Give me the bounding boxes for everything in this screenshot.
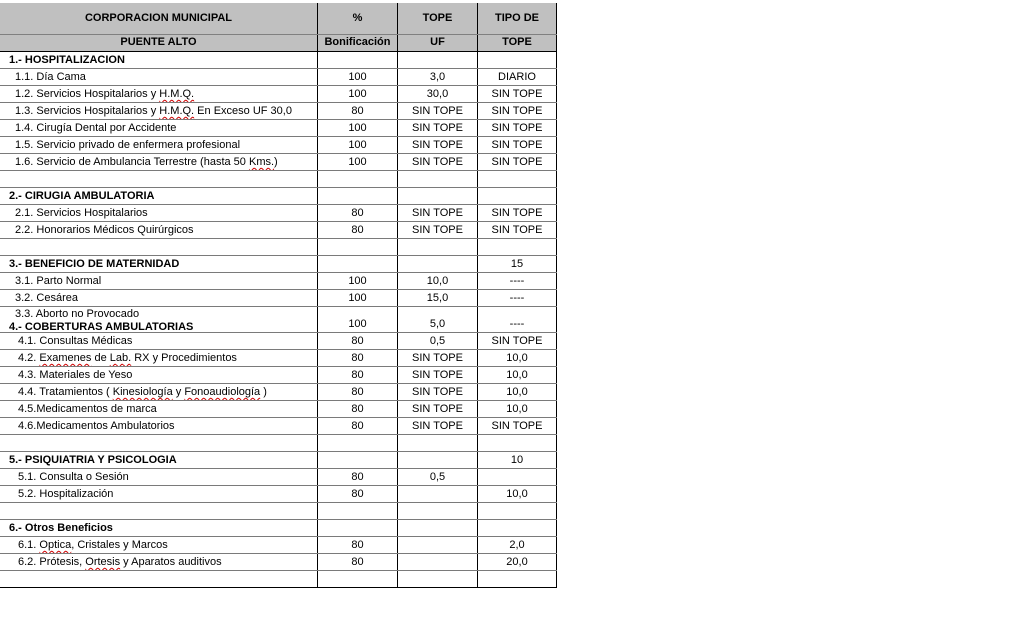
item-label-cell bbox=[0, 571, 317, 587]
table-body bbox=[0, 52, 557, 588]
table-row bbox=[0, 273, 557, 290]
header-bonificacion-cell bbox=[317, 35, 397, 51]
tipo-tope-value: 10,0 bbox=[506, 403, 528, 415]
bonificacion-value-cell bbox=[317, 418, 397, 434]
item-label: 4.5.Medicamentos de marca bbox=[18, 403, 157, 415]
item-label-cell bbox=[0, 307, 317, 332]
item-label-cell bbox=[0, 418, 317, 434]
item-label-cell bbox=[0, 469, 317, 485]
table-row bbox=[0, 384, 557, 401]
spacer-row bbox=[0, 239, 557, 256]
item-label: 3.2. Cesárea bbox=[15, 292, 78, 304]
bonificacion-value-cell bbox=[317, 486, 397, 502]
bonificacion-value-cell bbox=[317, 350, 397, 366]
tipo-tope-value-cell bbox=[477, 486, 557, 502]
tope-uf-value: SIN TOPE bbox=[412, 369, 463, 381]
tope-uf-value-cell bbox=[397, 571, 477, 587]
tope-uf-value: SIN TOPE bbox=[412, 352, 463, 364]
tope-uf-value-cell bbox=[397, 86, 477, 102]
table-row bbox=[0, 86, 557, 103]
header-row-2 bbox=[0, 35, 557, 52]
item-label-cell bbox=[0, 205, 317, 221]
tipo-tope-value-cell bbox=[477, 154, 557, 170]
header-percent: % bbox=[352, 12, 363, 24]
table-row bbox=[0, 333, 557, 350]
spacer-row bbox=[0, 503, 557, 520]
bonificacion-value-cell bbox=[317, 69, 397, 85]
item-label-cell bbox=[0, 222, 317, 238]
bonificacion-value: 100 bbox=[348, 275, 367, 287]
item-label: 6.1. Optica, Cristales y Marcos bbox=[18, 539, 168, 551]
tope-uf-value-cell bbox=[397, 171, 477, 187]
tope-uf-value: SIN TOPE bbox=[412, 403, 463, 415]
header-percent-cell bbox=[317, 3, 397, 34]
tipo-tope-value: SIN TOPE bbox=[491, 88, 543, 100]
tipo-tope-value-cell bbox=[477, 52, 557, 68]
table-row bbox=[0, 205, 557, 222]
tope-uf-value: 0,5 bbox=[429, 335, 446, 347]
section-row bbox=[0, 452, 557, 469]
section-title-cell bbox=[0, 520, 317, 536]
bonificacion-value-cell bbox=[317, 469, 397, 485]
item-label: 2.2. Honorarios Médicos Quirúrgicos bbox=[15, 224, 194, 236]
section-title: 6.- Otros Beneficios bbox=[9, 522, 113, 534]
benefits-table bbox=[0, 3, 557, 588]
tipo-tope-value: DIARIO bbox=[498, 71, 536, 83]
section-title: 1.- HOSPITALIZACION bbox=[9, 54, 125, 66]
tipo-tope-value-cell bbox=[477, 571, 557, 587]
tipo-tope-value: 2,0 bbox=[509, 539, 525, 551]
bonificacion-value: 80 bbox=[351, 352, 364, 364]
tope-uf-value: SIN TOPE bbox=[412, 156, 463, 168]
section-title-cell bbox=[0, 52, 317, 68]
item-label-cell bbox=[0, 350, 317, 366]
item-label: 1.6. Servicio de Ambulancia Terrestre (hasta 50 Kms.) bbox=[15, 156, 278, 168]
tipo-tope-value: SIN TOPE bbox=[491, 156, 543, 168]
tope-uf-value-cell bbox=[397, 69, 477, 85]
tope-uf-value-cell bbox=[397, 384, 477, 400]
tipo-tope-value-cell bbox=[477, 86, 557, 102]
header-uf: UF bbox=[430, 36, 445, 48]
table-row bbox=[0, 137, 557, 154]
tipo-tope-value-cell bbox=[477, 188, 557, 204]
item-label-cell bbox=[0, 154, 317, 170]
tope-uf-value-cell bbox=[397, 239, 477, 255]
bonificacion-value-cell bbox=[317, 188, 397, 204]
tipo-tope-value-cell bbox=[477, 503, 557, 519]
tope-uf-value: 5,0 bbox=[429, 318, 446, 330]
bonificacion-value: 80 bbox=[351, 335, 364, 347]
bonificacion-value: 80 bbox=[351, 386, 364, 398]
tope-uf-value-cell bbox=[397, 554, 477, 570]
table-row bbox=[0, 554, 557, 571]
item-label: 5.1. Consulta o Sesión bbox=[18, 471, 129, 483]
tope-uf-value-cell bbox=[397, 537, 477, 553]
bonificacion-value: 100 bbox=[348, 139, 367, 151]
table-row bbox=[0, 537, 557, 554]
tipo-tope-value-cell bbox=[477, 171, 557, 187]
bonificacion-value: 100 bbox=[348, 88, 367, 100]
bonificacion-value-cell bbox=[317, 554, 397, 570]
tope-uf-value-cell bbox=[397, 103, 477, 119]
tope-uf-value: SIN TOPE bbox=[412, 122, 463, 134]
section-title-cell bbox=[0, 452, 317, 468]
header-bonificacion: Bonificación bbox=[324, 36, 391, 48]
tope-uf-value: 10,0 bbox=[426, 275, 449, 287]
tipo-tope-value-cell bbox=[477, 222, 557, 238]
item-label: 3.3. Aborto no Provocado bbox=[15, 308, 140, 320]
item-label-cell bbox=[0, 503, 317, 519]
section-title: 4.- COBERTURAS AMBULATORIAS bbox=[9, 321, 194, 332]
tipo-tope-value: 15 bbox=[510, 258, 524, 270]
section-row bbox=[0, 188, 557, 205]
tipo-tope-value-cell bbox=[477, 537, 557, 553]
tipo-tope-value-cell bbox=[477, 273, 557, 289]
tipo-tope-value: 10,0 bbox=[506, 369, 528, 381]
bonificacion-value-cell bbox=[317, 154, 397, 170]
tope-uf-value: 15,0 bbox=[426, 292, 449, 304]
item-label: 2.1. Servicios Hospitalarios bbox=[15, 207, 148, 219]
spacer-row bbox=[0, 435, 557, 452]
bonificacion-value-cell bbox=[317, 205, 397, 221]
item-label-cell bbox=[0, 435, 317, 451]
tipo-tope-value-cell bbox=[477, 307, 557, 332]
tipo-tope-value-cell bbox=[477, 103, 557, 119]
header-tipo-cell bbox=[477, 3, 557, 34]
table-row bbox=[0, 290, 557, 307]
item-label-cell bbox=[0, 69, 317, 85]
item-label-cell bbox=[0, 171, 317, 187]
item-label-cell bbox=[0, 333, 317, 349]
bonificacion-value: 100 bbox=[348, 71, 367, 83]
item-label-cell bbox=[0, 401, 317, 417]
tope-uf-value-cell bbox=[397, 469, 477, 485]
tope-uf-value-cell bbox=[397, 486, 477, 502]
bonificacion-value: 80 bbox=[351, 471, 364, 483]
bonificacion-value-cell bbox=[317, 256, 397, 272]
bonificacion-value: 80 bbox=[351, 105, 364, 117]
header-location-cell bbox=[0, 35, 317, 51]
tipo-tope-value: SIN TOPE bbox=[491, 122, 543, 134]
header-tope-type-cell bbox=[477, 35, 557, 51]
item-label: 6.2. Prótesis, Ortesis y Aparatos auditivos bbox=[18, 556, 222, 568]
section-title: 5.- PSIQUIATRIA Y PSICOLOGIA bbox=[9, 454, 177, 466]
item-label: 1.4. Cirugía Dental por Accidente bbox=[15, 122, 177, 134]
bonificacion-value: 80 bbox=[351, 207, 364, 219]
tipo-tope-value: ---- bbox=[509, 318, 525, 330]
tipo-tope-value-cell bbox=[477, 520, 557, 536]
header-org-cell bbox=[0, 3, 317, 34]
table-row bbox=[0, 120, 557, 137]
bonificacion-value-cell bbox=[317, 384, 397, 400]
section-title-cell bbox=[0, 256, 317, 272]
bonificacion-value-cell bbox=[317, 222, 397, 238]
bonificacion-value: 80 bbox=[351, 403, 364, 415]
item-label-cell bbox=[0, 86, 317, 102]
tipo-tope-value-cell bbox=[477, 205, 557, 221]
section-row bbox=[0, 256, 557, 273]
tope-uf-value-cell bbox=[397, 222, 477, 238]
item-label-cell bbox=[0, 486, 317, 502]
table-row bbox=[0, 307, 557, 333]
header-tope: TOPE bbox=[422, 12, 453, 24]
tope-uf-value: 30,0 bbox=[426, 88, 449, 100]
header-uf-cell bbox=[397, 35, 477, 51]
bonificacion-value: 80 bbox=[351, 224, 364, 236]
bonificacion-value-cell bbox=[317, 52, 397, 68]
bonificacion-value-cell bbox=[317, 273, 397, 289]
tipo-tope-value: 10,0 bbox=[506, 386, 528, 398]
tipo-tope-value: SIN TOPE bbox=[491, 207, 543, 219]
table-row bbox=[0, 469, 557, 486]
item-label: 5.2. Hospitalización bbox=[18, 488, 114, 500]
item-label-cell bbox=[0, 273, 317, 289]
tipo-tope-value: SIN TOPE bbox=[491, 224, 543, 236]
item-label: 1.2. Servicios Hospitalarios y H.M.Q. bbox=[15, 88, 195, 100]
table-row bbox=[0, 486, 557, 503]
table-row bbox=[0, 418, 557, 435]
bonificacion-value: 100 bbox=[348, 318, 367, 330]
tipo-tope-value: 10,0 bbox=[506, 488, 528, 500]
tipo-tope-value-cell bbox=[477, 137, 557, 153]
section-row bbox=[0, 520, 557, 537]
tipo-tope-value: SIN TOPE bbox=[491, 420, 543, 432]
tope-uf-value-cell bbox=[397, 435, 477, 451]
tope-uf-value-cell bbox=[397, 350, 477, 366]
tipo-tope-value: 10 bbox=[510, 454, 524, 466]
tope-uf-value-cell bbox=[397, 137, 477, 153]
tope-uf-value-cell bbox=[397, 452, 477, 468]
tope-uf-value-cell bbox=[397, 273, 477, 289]
bonificacion-value-cell bbox=[317, 290, 397, 306]
tipo-tope-value: ---- bbox=[509, 292, 525, 304]
header-tope-type: TOPE bbox=[502, 36, 532, 48]
item-label-cell bbox=[0, 290, 317, 306]
section-title: 3.- BENEFICIO DE MATERNIDAD bbox=[9, 258, 180, 270]
tope-uf-value-cell bbox=[397, 307, 477, 332]
bonificacion-value: 100 bbox=[348, 122, 367, 134]
tipo-tope-value-cell bbox=[477, 367, 557, 383]
item-label: 1.3. Servicios Hospitalarios y H.M.Q. En Exceso UF 30,0 bbox=[15, 105, 292, 117]
tipo-tope-value-cell bbox=[477, 401, 557, 417]
bonificacion-value-cell bbox=[317, 239, 397, 255]
tope-uf-value: 3,0 bbox=[429, 71, 446, 83]
tipo-tope-value: 20,0 bbox=[506, 556, 528, 568]
bonificacion-value-cell bbox=[317, 171, 397, 187]
tipo-tope-value-cell bbox=[477, 350, 557, 366]
tope-uf-value-cell bbox=[397, 52, 477, 68]
tipo-tope-value: SIN TOPE bbox=[491, 105, 543, 117]
bonificacion-value-cell bbox=[317, 120, 397, 136]
tope-uf-value-cell bbox=[397, 188, 477, 204]
bonificacion-value-cell bbox=[317, 333, 397, 349]
tope-uf-value-cell bbox=[397, 503, 477, 519]
item-label: 4.1. Consultas Médicas bbox=[18, 335, 133, 347]
tipo-tope-value: SIN TOPE bbox=[491, 139, 543, 151]
bonificacion-value: 100 bbox=[348, 156, 367, 168]
tipo-tope-value: SIN TOPE bbox=[491, 335, 543, 347]
tipo-tope-value-cell bbox=[477, 469, 557, 485]
tope-uf-value: SIN TOPE bbox=[412, 420, 463, 432]
item-label: 4.6.Medicamentos Ambulatorios bbox=[18, 420, 175, 432]
bonificacion-value-cell bbox=[317, 307, 397, 332]
item-label-cell bbox=[0, 103, 317, 119]
bonificacion-value-cell bbox=[317, 367, 397, 383]
section-title: 2.- CIRUGIA AMBULATORIA bbox=[9, 190, 155, 202]
item-label: 1.1. Día Cama bbox=[15, 71, 86, 83]
header-location: PUENTE ALTO bbox=[120, 36, 197, 48]
tope-uf-value-cell bbox=[397, 205, 477, 221]
bonificacion-value: 80 bbox=[351, 539, 364, 551]
bonificacion-value-cell bbox=[317, 137, 397, 153]
table-row bbox=[0, 103, 557, 120]
tope-uf-value-cell bbox=[397, 401, 477, 417]
tope-uf-value-cell bbox=[397, 154, 477, 170]
item-label: 4.3. Materiales de Yeso bbox=[18, 369, 133, 381]
table-row bbox=[0, 367, 557, 384]
spacer-row bbox=[0, 171, 557, 188]
bonificacion-value: 100 bbox=[348, 292, 367, 304]
tipo-tope-value: ---- bbox=[509, 275, 525, 287]
tope-uf-value-cell bbox=[397, 120, 477, 136]
tope-uf-value-cell bbox=[397, 333, 477, 349]
header-org-name: CORPORACION MUNICIPAL bbox=[84, 12, 233, 24]
bonificacion-value-cell bbox=[317, 452, 397, 468]
bonificacion-value-cell bbox=[317, 571, 397, 587]
tope-uf-value: SIN TOPE bbox=[412, 386, 463, 398]
item-label-cell bbox=[0, 137, 317, 153]
tipo-tope-value-cell bbox=[477, 239, 557, 255]
table-row bbox=[0, 69, 557, 86]
bonificacion-value: 80 bbox=[351, 369, 364, 381]
item-label-cell bbox=[0, 537, 317, 553]
tope-uf-value-cell bbox=[397, 290, 477, 306]
table-row bbox=[0, 401, 557, 418]
bonificacion-value-cell bbox=[317, 401, 397, 417]
tope-uf-value: SIN TOPE bbox=[412, 207, 463, 219]
tope-uf-value-cell bbox=[397, 367, 477, 383]
tope-uf-value-cell bbox=[397, 256, 477, 272]
bonificacion-value: 80 bbox=[351, 556, 364, 568]
bonificacion-value-cell bbox=[317, 520, 397, 536]
tope-uf-value-cell bbox=[397, 418, 477, 434]
tipo-tope-value-cell bbox=[477, 256, 557, 272]
tipo-tope-value-cell bbox=[477, 418, 557, 434]
table-row bbox=[0, 154, 557, 171]
tope-uf-value: 0,5 bbox=[429, 471, 446, 483]
bonificacion-value-cell bbox=[317, 86, 397, 102]
item-label-cell bbox=[0, 120, 317, 136]
item-label: 1.5. Servicio privado de enfermera profesional bbox=[15, 139, 241, 151]
section-row bbox=[0, 52, 557, 69]
bonificacion-value-cell bbox=[317, 103, 397, 119]
item-label-cell bbox=[0, 554, 317, 570]
bonificacion-value: 80 bbox=[351, 420, 364, 432]
tipo-tope-value-cell bbox=[477, 69, 557, 85]
bonificacion-value-cell bbox=[317, 503, 397, 519]
bonificacion-value: 80 bbox=[351, 488, 364, 500]
table-row bbox=[0, 350, 557, 367]
tipo-tope-value: 10,0 bbox=[506, 352, 528, 364]
item-label-cell bbox=[0, 367, 317, 383]
tipo-tope-value-cell bbox=[477, 120, 557, 136]
tipo-tope-value-cell bbox=[477, 554, 557, 570]
item-label-cell bbox=[0, 384, 317, 400]
section-title-cell bbox=[0, 188, 317, 204]
tope-uf-value: SIN TOPE bbox=[412, 105, 463, 117]
item-label-cell bbox=[0, 239, 317, 255]
table-row bbox=[0, 222, 557, 239]
item-label: 4.4. Tratamientos ( Kinesiología y Fonoaudiología ) bbox=[18, 386, 267, 398]
tipo-tope-value-cell bbox=[477, 435, 557, 451]
bonificacion-value-cell bbox=[317, 537, 397, 553]
tope-uf-value: SIN TOPE bbox=[412, 139, 463, 151]
tipo-tope-value-cell bbox=[477, 333, 557, 349]
header-tipo-de: TIPO DE bbox=[494, 12, 539, 24]
header-tope-cell bbox=[397, 3, 477, 34]
header-row-1 bbox=[0, 3, 557, 35]
tipo-tope-value-cell bbox=[477, 452, 557, 468]
tipo-tope-value-cell bbox=[477, 384, 557, 400]
spacer-row bbox=[0, 571, 557, 588]
item-label: 4.2. Examenes de Lab. RX y Procedimientos bbox=[18, 352, 237, 364]
item-label: 3.1. Parto Normal bbox=[15, 275, 102, 287]
bonificacion-value-cell bbox=[317, 435, 397, 451]
tipo-tope-value-cell bbox=[477, 290, 557, 306]
tope-uf-value-cell bbox=[397, 520, 477, 536]
tope-uf-value: SIN TOPE bbox=[412, 224, 463, 236]
